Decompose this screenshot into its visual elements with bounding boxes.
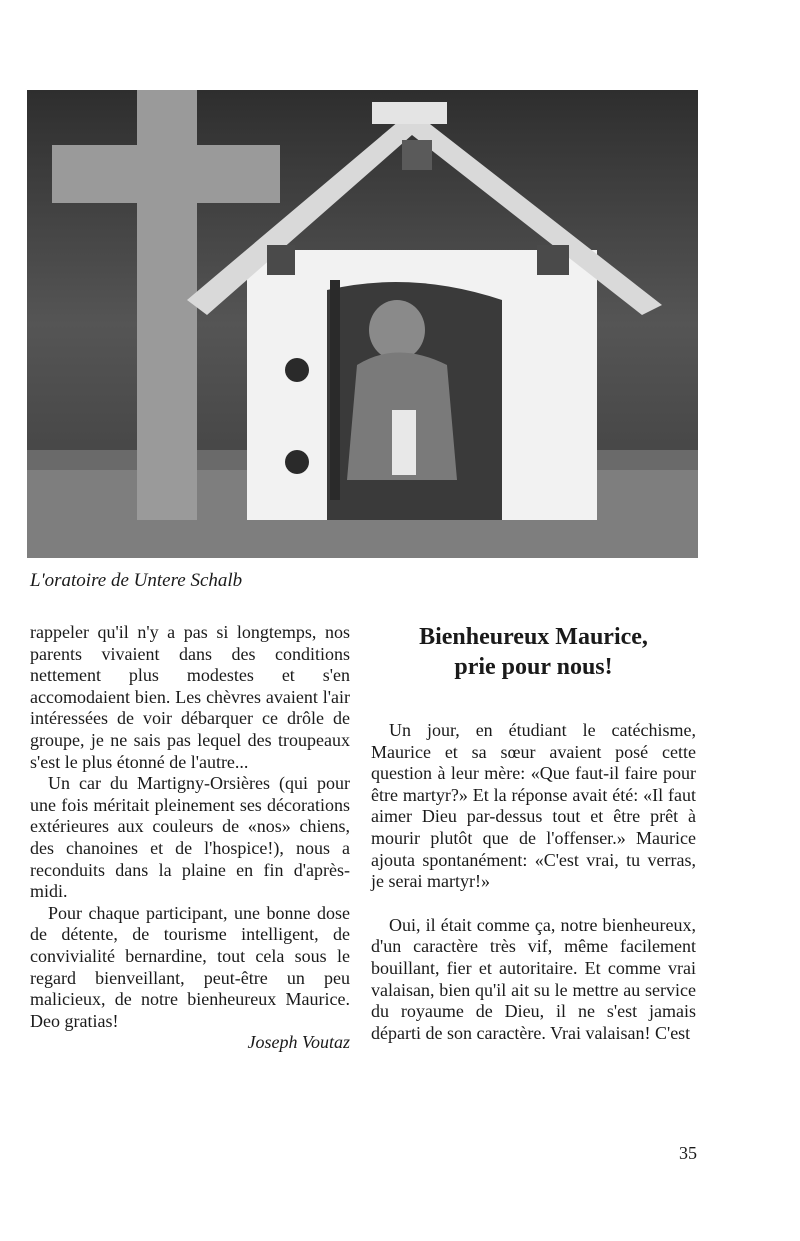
left-paragraph-1: rappeler qu'il n'y a pas si longtemps, nos parents vivaient dans des conditions nettement plus modestes et s'en accomodaient bien. Les chèvres avaient l'air intéressées de voir débarquer ce drôle de groupe, je ne sais pas lequel des troupeaux s'est le plus étonné de l'autre...	[30, 622, 350, 772]
left-column	[30, 622, 350, 1054]
left-paragraph-2: Un car du Martigny-Orsières (qui pour une fois méritait pleinement ses décorations extérieures aux couleurs de «nos» chiens, des chanoines et de l'hospice!), nous a reconduits dans la plaine en fin d'après-midi.	[30, 773, 350, 902]
photo-caption: L'oratoire de Untere Schalb	[30, 570, 243, 591]
right-paragraph-2: Oui, il était comme ça, notre bienheureux, d'un caractère très vif, même facilement bouillant, fier et autoritaire. Et comme vrai valaisan, bien qu'il ait su le mettre au service du royaume de Dieu, il ne s'est jamais départi de son caractère. Vrai valaisan! C'est	[371, 914, 696, 1043]
right-column	[371, 622, 696, 1044]
section-heading	[371, 622, 696, 682]
right-paragraph-1: Un jour, en étudiant le catéchisme, Maurice et sa sœur avaient posé cette question à leur mère: «Que faut-il faire pour être martyr?» Et la réponse avait été: «Il faut aimer Dieu par-dessus tout et être prêt à mourir plutôt que de l'offenser.» Maurice ajouta spontanément: «C'est vrai, tu verras, je serai martyr!»	[371, 720, 696, 892]
shrine-illustration	[27, 90, 698, 558]
shrine-photo	[27, 90, 698, 558]
left-paragraph-3: Pour chaque participant, une bonne dose de détente, de tourisme intelligent, de convivialité bernardine, tout cela sous le regard bienveillant, peut-être un peu malicieux, de notre bienheureux Maurice. Deo gratias!	[30, 902, 350, 1031]
heading-line-2: prie pour nous!	[454, 654, 613, 680]
heading-line-1: Bienheureux Maurice,	[419, 624, 648, 650]
author-signature: Joseph Voutaz	[247, 1032, 350, 1053]
page-number: 35	[679, 1143, 697, 1163]
